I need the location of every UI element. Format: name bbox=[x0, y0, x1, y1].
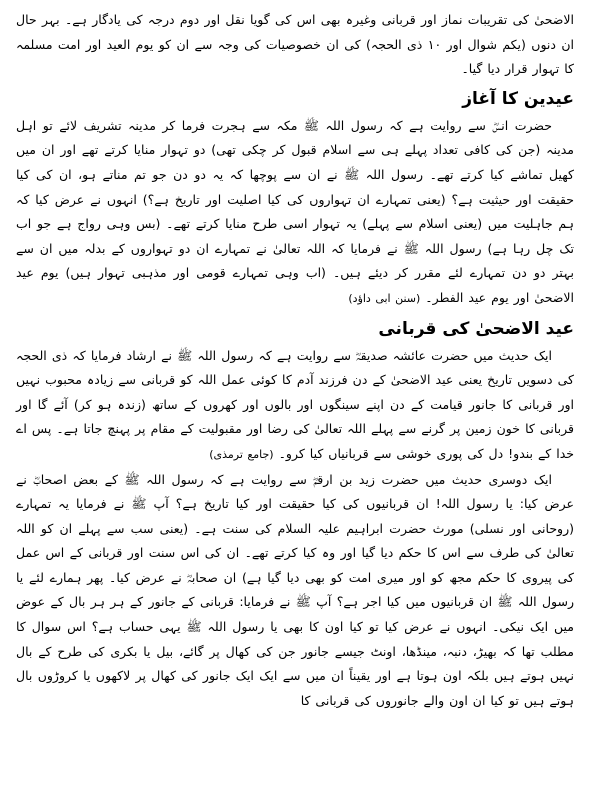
hadith-aisha-paragraph bbox=[16, 344, 574, 468]
hadith-anas-text: حضرت انسؓ سے روایت ہے کہ رسول اللہ ﷺ مکہ سے ہجرت فرما کر مدینہ تشریف لائے تو اہل مدینہ (جن کی کافی تعداد پہلے ہی سے اسلام قبول کر چکی تھی) دو تہوار منایا کرتے تھے اور ان میں کھیل تماشے کیا کرتے تھے۔ رسول اللہ ﷺ نے ان سے پوچھا کہ یہ دو دن جو تم مناتے ہو، ان کی کیا حقیقت اور حیثیت ہے؟ (یعنی تمہارے ان تہواروں کی کیا اصلیت اور تاریخ ہے؟) انہوں نے عرض کیا کہ ہم جاہلیت میں (یعنی اسلام سے پہلے) یہ تہوار اسی طرح منایا کرتے تھے۔ (بس وہی رواج ہے جو اب تک چل رہا ہے) رسول اللہ ﷺ نے فرمایا کہ اللہ تعالیٰ نے تمہارے ان دو تہواروں کے بدلہ میں ان سے بہتر دو دن تمہارے لئے مقرر کر دیئے ہیں۔ (اب وہی تمہارے قومی اور مذہبی تہوار ہیں) یوم عید الاضحیٰ اور یوم عید الفطر۔ bbox=[16, 117, 574, 305]
section-heading-qurbani: عید الاضحیٰ کی قربانی bbox=[378, 318, 574, 339]
citation-abu-dawud: (سنن ابی داؤد) bbox=[348, 291, 421, 305]
section-heading-eidain: عیدین کا آغاز bbox=[462, 88, 574, 109]
hadith-zaid-paragraph: ایک دوسری حدیث میں حضرت زید بن ارقمؓ سے روایت ہے کہ رسول اللہ ﷺ کے بعض اصحابؓ نے عرض کیا: یا رسول اللہ! ان قربانیوں کی کیا حقیقت اور کیا تاریخ ہے؟ آپ ﷺ نے فرمایا یہ تمہارے (روحانی اور نسلی) مورث حضرت ابراہیم علیہ السلام کی سنت ہے۔ (یعنی سب سے پہلے ان کو اللہ تعالیٰ کی طرف سے اس کا حکم دیا گیا اور وہ کیا کرتے تھے۔ ان کی اس سنت اور قربانی کے اس عمل کی پیروی کا حکم مجھ کو اور میری امت کو بھی دیا گیا ہے) ان صحابہؓ نے عرض کیا۔ پھر ہمارے لئے یا رسول اللہ ﷺ ان قربانیوں میں کیا اجر ہے؟ آپ ﷺ نے فرمایا: قربانی کے جانور کے ہر ہر بال کے عوض میں ایک نیکی۔ انہوں نے عرض کیا تو کیا اون کا بھی یا رسول اللہ ﷺ یہی حساب ہے؟ اس سوال کا مطلب تھا کہ بھیڑ، دنبہ، مینڈھا، اونٹ جیسے جانور جن کی کھال پر گائے، بیل یا بکری کی طرح کے بال نہیں ہوتے ہیں بلکہ اون ہوتا ہے اور یقیناً ان میں سے ایک ایک جانور کی کھال پر لاکھوں یا کروڑوں بال ہوتے ہیں تو کیا ان اون والے جانوروں کی قربانی کا bbox=[16, 471, 574, 708]
intro-paragraph: الاضحیٰ کی تقریبات نماز اور قربانی وغیرہ بھی اس کی گویا نقل اور دوم درجہ کی یادگار ہے۔ بہر حال ان دنوں (یکم شوال اور ۱۰ ذی الحجہ) کی ان خصوصیات کی وجہ سے ان کو یوم العید اور امت مسلمہ کا تہوار قرار دیا گیا۔ bbox=[16, 12, 574, 77]
hadith-anas-paragraph bbox=[16, 114, 574, 312]
hadith-aisha-text: ایک حدیث میں حضرت عائشہ صدیقہؓ سے روایت ہے کہ رسول اللہ ﷺ نے ارشاد فرمایا کہ ذی الحجہ کی دسویں تاریخ یعنی عید الاضحیٰ کے دن فرزند آدم کا کوئی عمل اللہ کو قربانی سے زیادہ محبوب نہیں اور قربانی کا جانور قیامت کے دن اپنے سینگوں اور بالوں اور کھروں کے ساتھ (زندہ ہو کر) آئے گا اور قربانی کا خون زمین پر گرنے سے پہلے اللہ تعالیٰ کی رضا اور مقبولیت کے مقام پر پہنچ جاتا ہے۔ پس اے خدا کے بندو! دل کی پوری خوشی سے قربانیاں کیا کرو۔ bbox=[16, 347, 574, 461]
citation-tirmidhi: (جامع ترمذی) bbox=[209, 447, 274, 461]
